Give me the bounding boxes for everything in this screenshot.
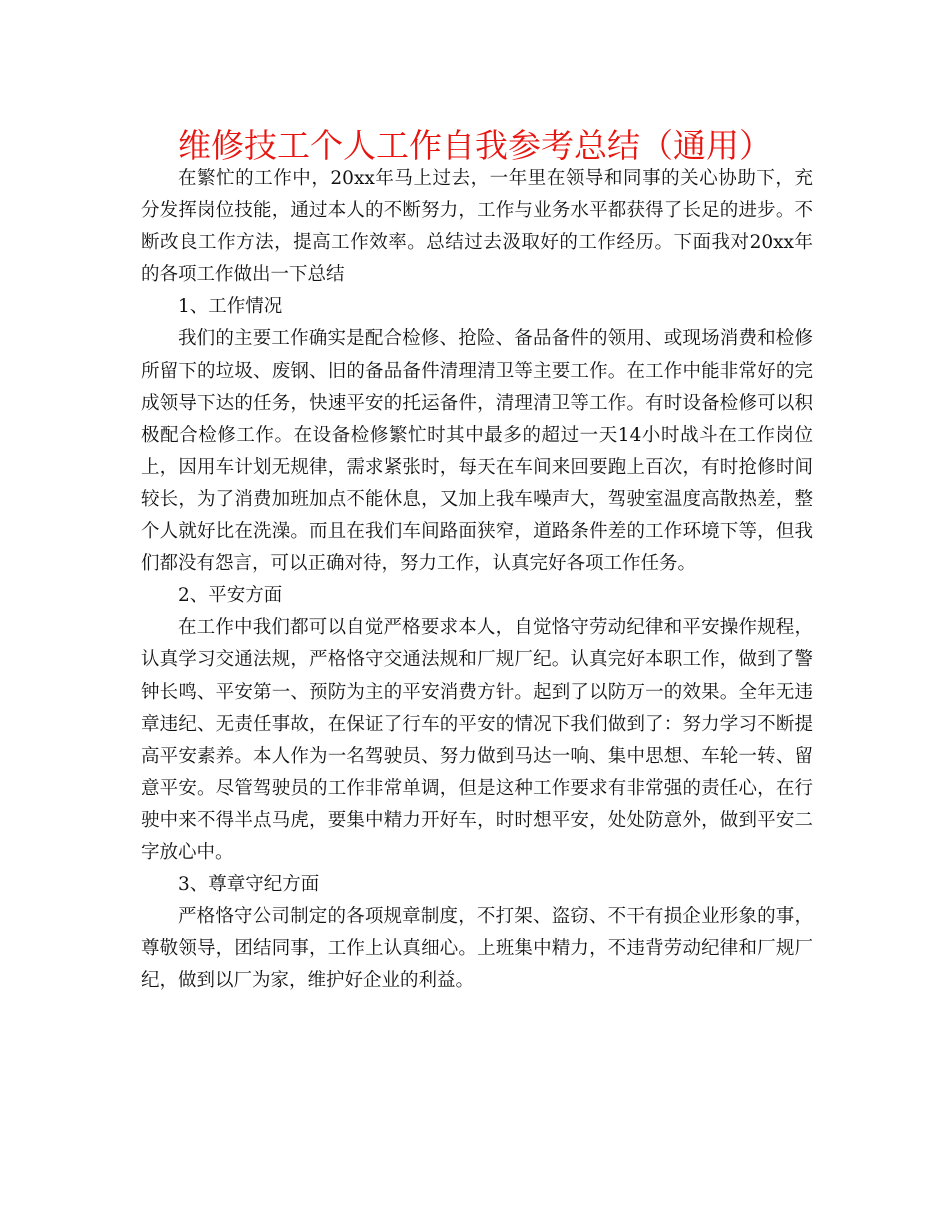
section-heading-work-situation: 1、工作情况 xyxy=(178,296,283,318)
section-body-discipline: 严格恪守公司制定的各项规章制度，不打架、盗窃、不干有损企业形象的事，尊敬领导，团结同事，工作上认真细心。上班集中精力，不违背劳动纪律和厂规厂纪，做到以厂为家，维护好企业的利益。 xyxy=(141,906,813,992)
section-body-safety: 在工作中我们都可以自觉严格要求本人，自觉恪守劳动纪律和平安操作规程，认真学习交通法规，严格恪守交通法规和厂规厂纪。认真完好本职工作，做到了警钟长鸣、平安第一、预防为主的平安消费方针。起到了以防万一的效果。全年无违章违纪、无责任事故，在保证了行车的平安的情况下我们做到了：努力学习不断提高平安素养。本人作为一名驾驶员、努力做到马达一响、集中思想、车轮一转、留意平安。尽管驾驶员的工作非常单调，但是这种工作要求有非常强的责任心，在行驶中来不得半点马虎，要集中精力开好车，时时想平安，处处防意外，做到平安二字放心中。 xyxy=(141,617,813,863)
intro-paragraph: 在繁忙的工作中，20xx年马上过去，一年里在领导和同事的关心协助下，充分发挥岗位技能，通过本人的不断努力，工作与业务水平都获得了长足的进步。不断改良工作方法，提高工作效率。总结过去汲取好的工作经历。下面我对20xx年的各项工作做出一下总结 xyxy=(141,168,813,286)
document-title: 维修技工个人工作自我参考总结（通用） xyxy=(178,126,772,165)
section-heading-discipline: 3、尊章守纪方面 xyxy=(178,874,320,896)
section-heading-safety: 2、平安方面 xyxy=(178,585,283,607)
section-body-work-situation: 我们的主要工作确实是配合检修、抢险、备品备件的领用、或现场消费和检修所留下的垃圾、废钢、旧的备品备件清理清卫等主要工作。在工作中能非常好的完成领导下达的任务，快速平安的托运备件，清理清卫等工作。有时设备检修可以积极配合检修工作。在设备检修繁忙时其中最多的超过一天14小时战斗在工作岗位上，因用车计划无规律，需求紧张时，每天在车间来回要跑上百次，有时抢修时间较长，为了消费加班加点不能休息，又加上我车噪声大，驾驶室温度高散热差，整个人就好比在洗澡。而且在我们车间路面狭窄，道路条件差的工作环境下等，但我们都没有怨言，可以正确对待，努力工作，认真完好各项工作任务。 xyxy=(141,328,813,575)
document-body xyxy=(141,163,813,997)
